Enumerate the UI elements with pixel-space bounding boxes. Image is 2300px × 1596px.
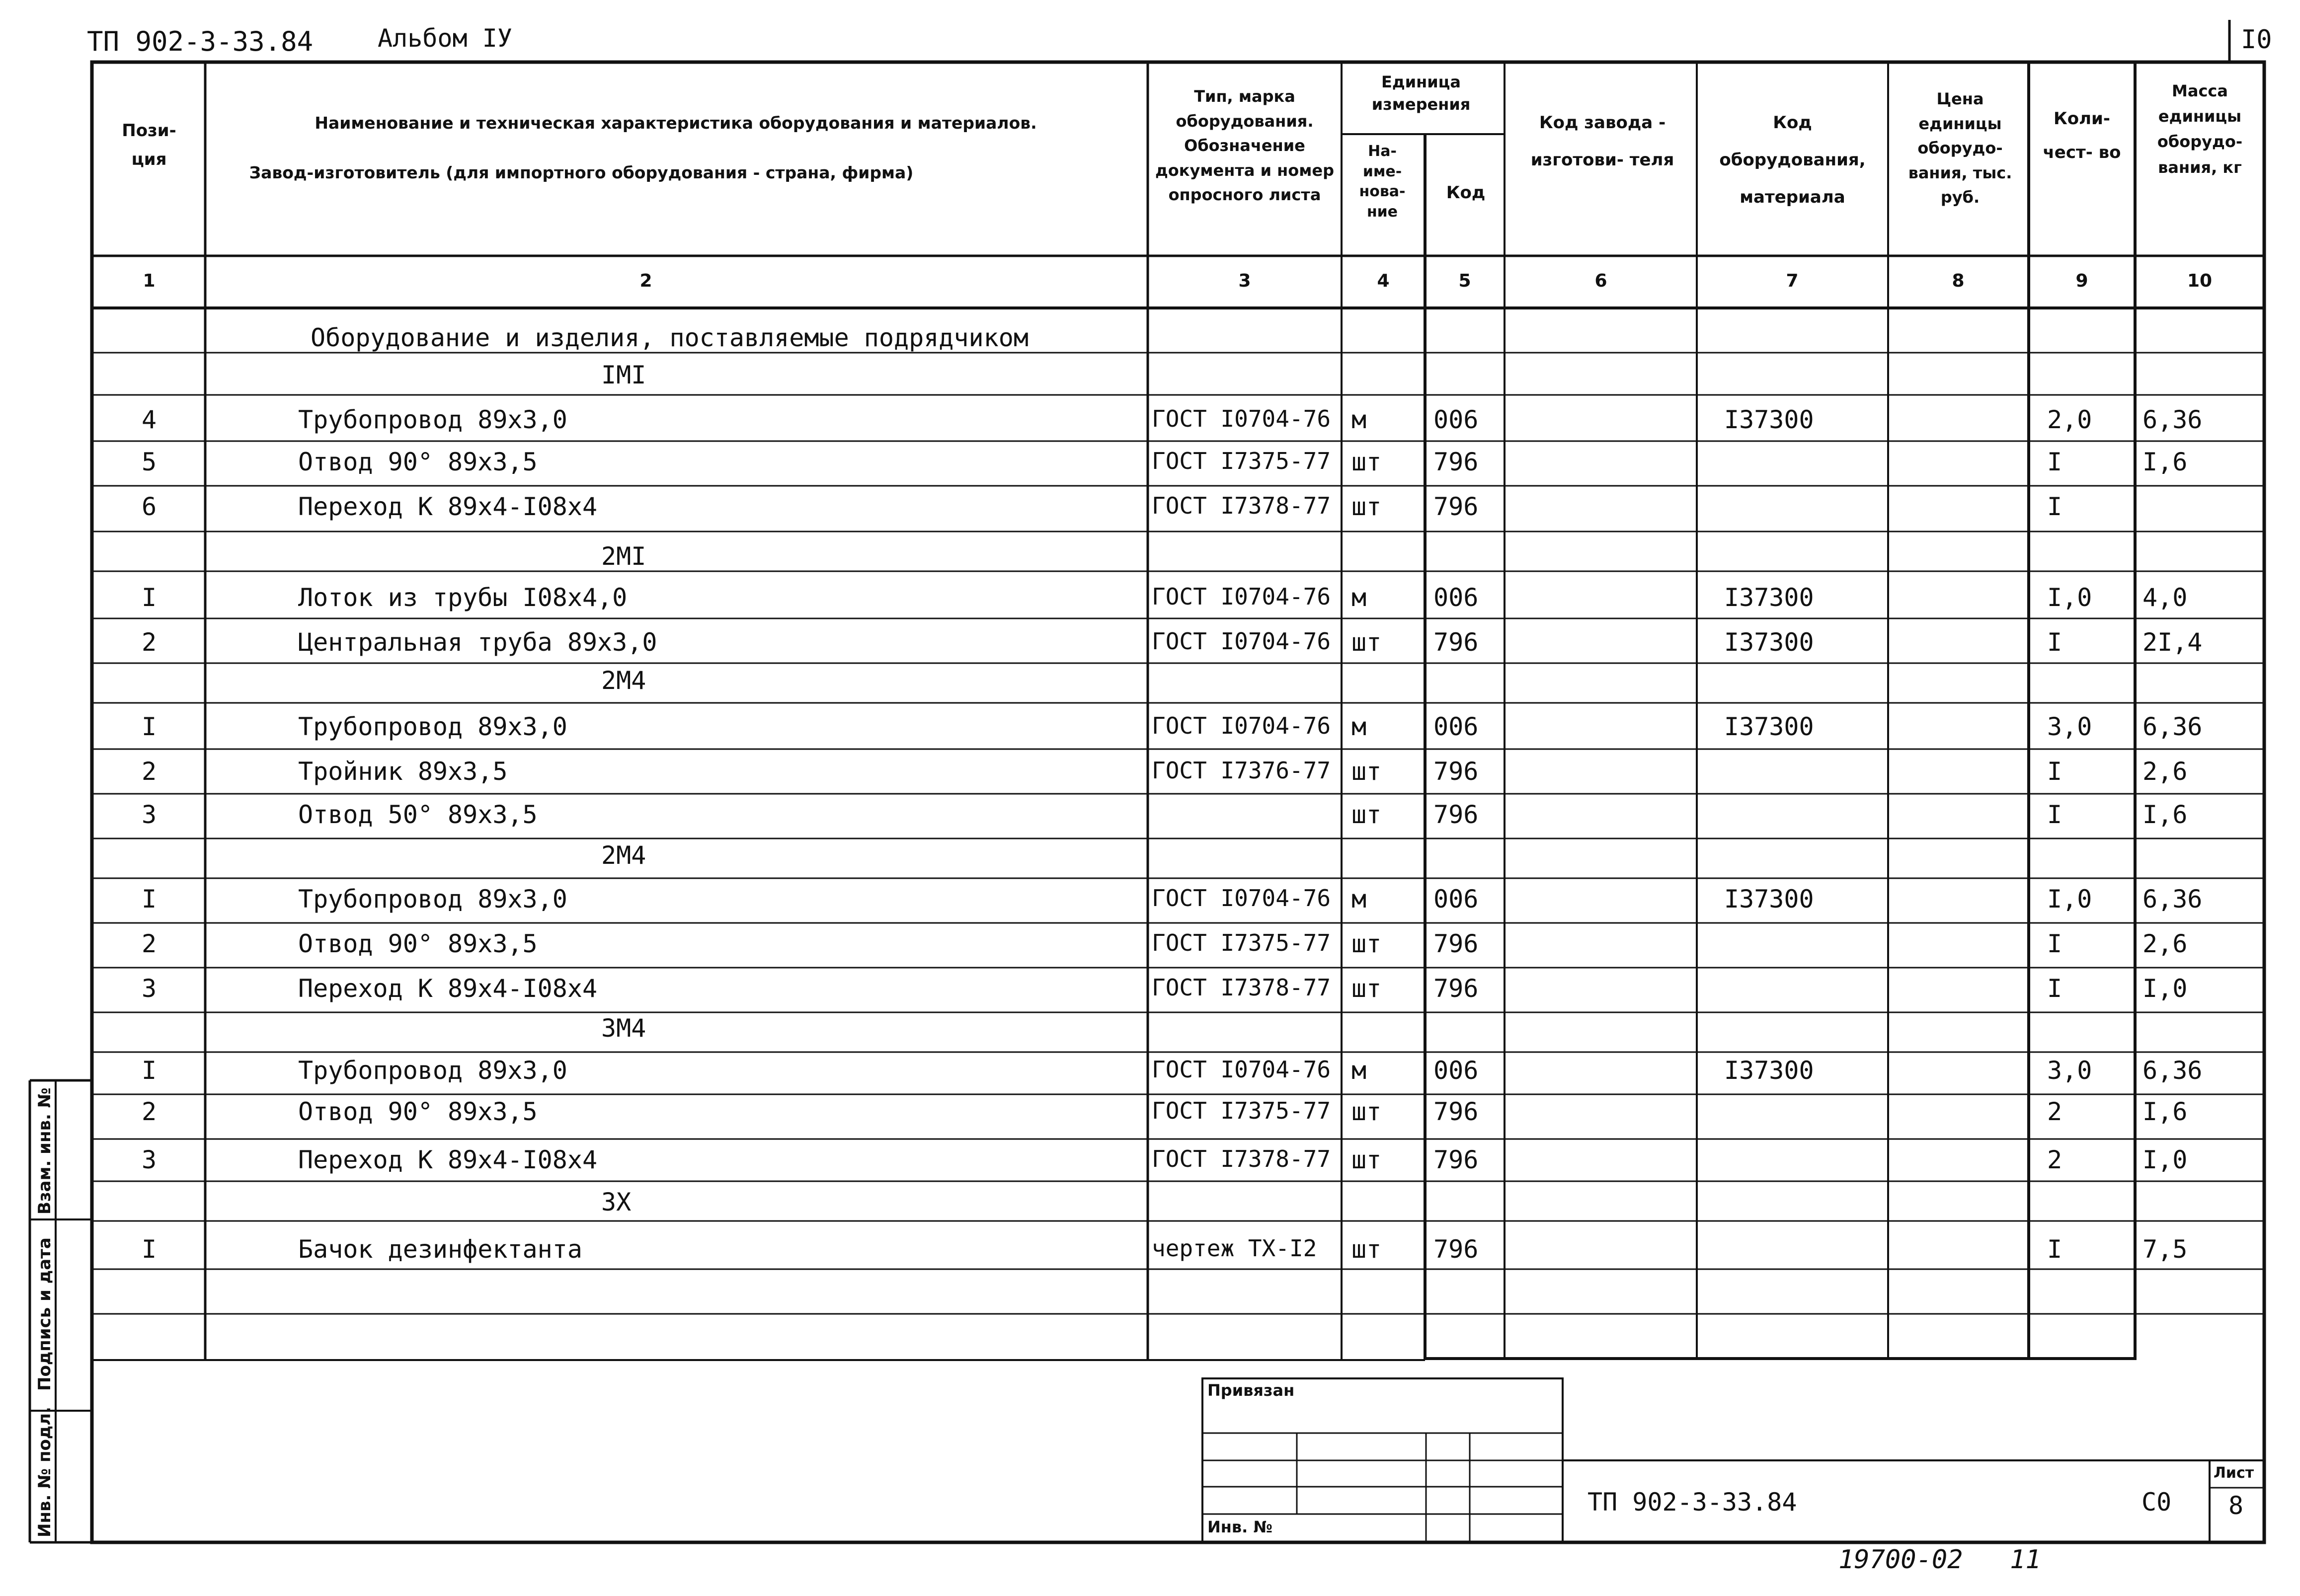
mass-cell: I,0 [2142, 1145, 2188, 1174]
material-code-cell: I37300 [1724, 885, 1814, 913]
doc-code-top: ТП 902-3-33.84 [87, 26, 314, 57]
mass-cell: 6,36 [2142, 885, 2203, 913]
type-designation-cell: ГОСТ I7378-77 [1152, 492, 1331, 519]
mass-cell: I,6 [2142, 448, 2188, 476]
unit-name-cell: шт [1351, 800, 1382, 829]
position-cell: 3 [141, 1145, 157, 1174]
mass-cell: 6,36 [2142, 712, 2203, 741]
unit-name-cell: шт [1351, 1097, 1382, 1126]
column-number: 5 [1458, 271, 1471, 291]
unit-code-cell: 006 [1433, 583, 1479, 612]
type-designation-cell: ГОСТ I0704-76 [1152, 405, 1331, 432]
item-name-cell: Отвод 90° 89x3,5 [298, 929, 538, 958]
mass-cell: 2I,4 [2142, 628, 2203, 657]
unit-name-cell: м [1351, 405, 1367, 434]
group-heading: 2MI [601, 542, 646, 571]
header-unit-code: Код [1446, 183, 1486, 203]
mass-cell: 6,36 [2142, 1056, 2203, 1085]
side-label-sign-date: Подпись и дата [35, 1237, 55, 1391]
group-heading: 2M4 [601, 841, 646, 870]
quantity-cell: I [2047, 974, 2062, 1003]
item-name-cell: Переход К 89x4-I08x4 [298, 974, 598, 1003]
group-heading: Оборудование и изделия, поставляемые подрядчиком [311, 323, 1029, 352]
item-name-cell: Трубопровод 89x3,0 [298, 405, 567, 434]
item-name-cell: Отвод 90° 89x3,5 [298, 448, 538, 476]
type-designation-cell: ГОСТ I7375-77 [1152, 448, 1331, 474]
sheet-label: Лист [2214, 1464, 2254, 1482]
quantity-cell: I [2047, 757, 2062, 786]
quantity-cell: I,0 [2047, 885, 2092, 913]
column-number: 2 [639, 271, 652, 291]
mass-cell: 7,5 [2142, 1235, 2188, 1264]
mass-cell: 2,6 [2142, 757, 2188, 786]
unit-name-cell: шт [1351, 1235, 1382, 1264]
quantity-cell: I [2047, 492, 2062, 521]
item-name-cell: Трубопровод 89x3,0 [298, 885, 567, 913]
header-material-code: Код оборудования, материала [1719, 113, 1866, 207]
group-heading: 3X [601, 1188, 632, 1216]
quantity-cell: 3,0 [2047, 712, 2092, 741]
header-price: Цена единицы оборудо- вания, тыс. руб. [1908, 89, 2012, 207]
unit-name-cell: шт [1351, 1145, 1382, 1174]
unit-code-cell: 796 [1433, 492, 1479, 521]
unit-code-cell: 796 [1433, 1235, 1479, 1264]
unit-code-cell: 006 [1433, 712, 1479, 741]
type-designation-cell: ГОСТ I7378-77 [1152, 1145, 1331, 1172]
position-cell: 2 [141, 929, 157, 958]
material-code-cell: I37300 [1724, 628, 1814, 657]
column-number: 3 [1238, 271, 1251, 291]
mass-cell: 2,6 [2142, 929, 2188, 958]
stamp-inv-no: Инв. № [1207, 1518, 1272, 1536]
mass-cell: I,6 [2142, 800, 2188, 829]
unit-name-cell: м [1351, 583, 1367, 612]
title-doc-code: ТП 902-3-33.84 [1587, 1488, 1797, 1517]
quantity-cell: I [2047, 1235, 2062, 1264]
quantity-cell: I,0 [2047, 583, 2092, 612]
type-designation-cell: ГОСТ I0704-76 [1152, 712, 1331, 739]
position-cell: 2 [141, 1097, 157, 1126]
quantity-cell: 2,0 [2047, 405, 2092, 434]
unit-code-cell: 006 [1433, 1056, 1479, 1085]
unit-name-cell: шт [1351, 974, 1382, 1003]
unit-code-cell: 796 [1433, 757, 1479, 786]
item-name-cell: Переход К 89x4-I08x4 [298, 1145, 598, 1174]
unit-name-cell: м [1351, 1056, 1367, 1085]
mass-cell: I,6 [2142, 1097, 2188, 1126]
unit-code-cell: 796 [1433, 1145, 1479, 1174]
stamp-privyazan: Привязан [1207, 1381, 1295, 1400]
type-designation-cell: ГОСТ I7375-77 [1152, 1097, 1331, 1124]
header-plant-code: Код завода - изготови- теля [1530, 113, 1674, 170]
position-cell: I [141, 583, 157, 612]
quantity-cell: I [2047, 448, 2062, 476]
position-cell: 2 [141, 628, 157, 657]
item-name-cell: Отвод 50° 89x3,5 [298, 800, 538, 829]
unit-code-cell: 796 [1433, 974, 1479, 1003]
archive-number: 19700-02 [1838, 1545, 1963, 1575]
unit-code-cell: 006 [1433, 885, 1479, 913]
header-unit-name: На- име- нова- ние [1359, 143, 1406, 221]
position-cell: I [141, 1056, 157, 1085]
type-designation-cell: чертеж ТХ-I2 [1152, 1235, 1317, 1262]
material-code-cell: I37300 [1724, 1056, 1814, 1085]
unit-code-cell: 796 [1433, 929, 1479, 958]
type-designation-cell: ГОСТ I7378-77 [1152, 974, 1331, 1001]
unit-name-cell: м [1351, 885, 1367, 913]
unit-name-cell: шт [1351, 929, 1382, 958]
item-name-cell: Центральная труба 89x3,0 [298, 628, 657, 657]
title-section: С0 [2141, 1488, 2172, 1517]
position-cell: 5 [141, 448, 157, 476]
mass-cell: 6,36 [2142, 405, 2203, 434]
unit-code-cell: 796 [1433, 800, 1479, 829]
quantity-cell: 2 [2047, 1097, 2062, 1126]
item-name-cell: Отвод 90° 89x3,5 [298, 1097, 538, 1126]
type-designation-cell: ГОСТ I7375-77 [1152, 929, 1331, 956]
quantity-cell: I [2047, 929, 2062, 958]
side-label-inv-orig: Инв. № подл. [35, 1406, 55, 1537]
material-code-cell: I37300 [1724, 712, 1814, 741]
item-name-cell: Лоток из трубы I08x4,0 [298, 583, 628, 612]
group-heading: IMI [601, 361, 646, 389]
type-designation-cell: ГОСТ I7376-77 [1152, 757, 1331, 784]
column-number: 9 [2075, 271, 2088, 291]
item-name-cell: Трубопровод 89x3,0 [298, 712, 567, 741]
mass-cell: I,0 [2142, 974, 2188, 1003]
unit-name-cell: шт [1351, 628, 1382, 657]
item-name-cell: Переход К 89x4-I08x4 [298, 492, 598, 521]
unit-name-cell: шт [1351, 448, 1382, 476]
column-number: 10 [2187, 271, 2213, 291]
quantity-cell: I [2047, 628, 2062, 657]
page-number: I0 [2241, 25, 2272, 55]
header-name-line2: Завод-изготовитель (для импортного оборудования - страна, фирма) [249, 163, 914, 182]
quantity-cell: I [2047, 800, 2062, 829]
side-label-inv-sub: Взам. инв. № [35, 1087, 55, 1215]
position-cell: I [141, 1235, 157, 1264]
album-label: Альбом IУ [378, 24, 512, 53]
material-code-cell: I37300 [1724, 583, 1814, 612]
sheet-number: 8 [2228, 1491, 2244, 1520]
position-cell: 2 [141, 757, 157, 786]
quantity-cell: 3,0 [2047, 1056, 2092, 1085]
position-cell: I [141, 712, 157, 741]
header-unit-group: Единица измерения [1371, 73, 1471, 114]
unit-name-cell: шт [1351, 757, 1382, 786]
item-name-cell: Бачок дезинфектанта [298, 1235, 582, 1264]
unit-code-cell: 006 [1433, 405, 1479, 434]
group-heading: 3M4 [601, 1014, 646, 1043]
material-code-cell: I37300 [1724, 405, 1814, 434]
position-cell: 3 [141, 974, 157, 1003]
position-cell: I [141, 885, 157, 913]
position-cell: 4 [141, 405, 157, 434]
header-mass: Масса единицы оборудо- вания, кг [2157, 81, 2243, 177]
column-number: 4 [1377, 271, 1390, 291]
column-number: 6 [1594, 271, 1607, 291]
position-cell: 6 [141, 492, 157, 521]
group-heading: 2M4 [601, 666, 646, 695]
column-number: 8 [1952, 271, 1965, 291]
unit-name-cell: шт [1351, 492, 1382, 521]
type-designation-cell: ГОСТ I0704-76 [1152, 1056, 1331, 1083]
column-number: 1 [143, 271, 156, 291]
item-name-cell: Трубопровод 89x3,0 [298, 1056, 567, 1085]
header-name-line1: Наименование и техническая характеристика оборудования и материалов. [315, 113, 1037, 133]
header-position: Пози- ция [122, 121, 176, 169]
column-number: 7 [1786, 271, 1799, 291]
unit-name-cell: м [1351, 712, 1367, 741]
type-designation-cell: ГОСТ I0704-76 [1152, 628, 1331, 655]
unit-code-cell: 796 [1433, 1097, 1479, 1126]
item-name-cell: Тройник 89x3,5 [298, 757, 508, 786]
position-cell: 3 [141, 800, 157, 829]
quantity-cell: 2 [2047, 1145, 2062, 1174]
header-type: Тип, марка оборудования. Обозначение документа и номер опросного листа [1155, 87, 1335, 205]
unit-code-cell: 796 [1433, 448, 1479, 476]
type-designation-cell: ГОСТ I0704-76 [1152, 583, 1331, 610]
unit-code-cell: 796 [1433, 628, 1479, 657]
type-designation-cell: ГОСТ I0704-76 [1152, 885, 1331, 912]
archive-sheet: 11 [2010, 1545, 2041, 1575]
mass-cell: 4,0 [2142, 583, 2188, 612]
header-quantity: Коли- чест- во [2043, 109, 2121, 162]
